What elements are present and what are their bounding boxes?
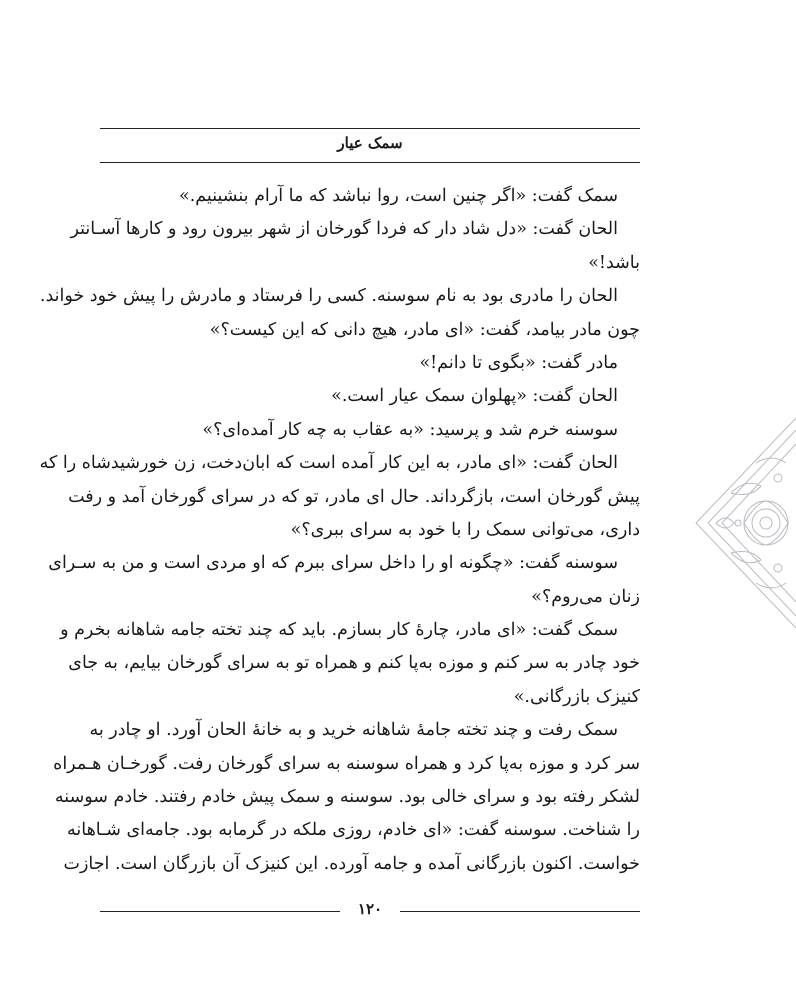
text-line: سر کرد و موزه به‌پا کرد و همراه سوسنه به سرای گورخان رفت. گورخـان هـمراه: [53, 753, 640, 774]
text-line: داری، می‌توانی سمک را با خود به سرای ببری؟»: [290, 519, 640, 540]
footer-rule-left: [100, 911, 340, 912]
text-line: لشکر رفته بود و سرای خالی بود. سوسنه و سمک پیش خادم رفتند. خادم سوسنه: [54, 787, 640, 808]
text-line: پیش گورخان است، بازگرداند. حال ای مادر، تو که در سرای گورخان آمد و رفت: [68, 486, 640, 507]
text-line: خواست. اکنون بازرگانی آمده و جامه آورده. این کنیزک آن بازرگان است. اجازت: [63, 853, 640, 874]
text-line: کنیزک بازرگانی.»: [513, 686, 640, 707]
text-line: سمک گفت: «ای مادر، چارهٔ کار بسازم. باید که چند تخته جامه شاهانه بخرم و: [60, 620, 618, 641]
header-rule-top: [100, 128, 640, 129]
body-text: [39, 180, 640, 881]
text-line: مادر گفت: «بگوی تا دانم!»: [419, 352, 618, 373]
page-number: ۱۲۰: [357, 900, 383, 918]
text-line: خود چادر به سر کنم و موزه به‌پا کنم و همراه تو به سرای گورخان بیایم، به جای: [68, 653, 640, 674]
text-line: سمک رفت و چند تخته جامهٔ شاهانه خرید و به خانهٔ الحان آورد. او چادر به: [89, 720, 618, 741]
text-line: سوسنه گفت: «چگونه او را داخل سرای ببرم که او مردی است و من به سـرای: [48, 553, 618, 574]
text-line: سوسنه خرم شد و پرسید: «به عقاب به چه کار آمده‌ای؟»: [202, 419, 618, 440]
text-line: سمک گفت: «اگر چنین است، روا نباشد که ما آرام بنشینیم.»: [179, 186, 618, 206]
text-line: الحان گفت: «دل شاد دار که فردا گورخان از شهر بیرون رود و کارها آسـانتر: [70, 219, 618, 240]
running-head-title: سمک عیار: [337, 134, 403, 152]
text-line: چون مادر بیامد، گفت: «ای مادر، هیچ دانی که این کیست؟»: [209, 319, 640, 340]
text-line: را شناخت. سوسنه گفت: «ای خادم، روزی ملکه در گرمابه بود. جامه‌ای شـاهانه: [66, 820, 640, 841]
footer-rule-right: [400, 911, 640, 912]
header-rule-bottom: [100, 162, 640, 163]
floral-ornament-icon: [686, 408, 796, 638]
text-line: زنان می‌روم؟»: [531, 586, 640, 607]
text-line: الحان گفت: «ای مادر، به این کار آمده است که ابان‌دخت، زن خورشیدشاه را که: [39, 453, 618, 474]
text-line: الحان را مادری بود به نام سوسنه. کسی را فرستاد و مادرش را پیش خود خواند.: [39, 286, 618, 307]
text-line: الحان گفت: «پهلوان سمک عیار است.»: [331, 386, 618, 407]
text-line: باشد!»: [588, 252, 640, 273]
